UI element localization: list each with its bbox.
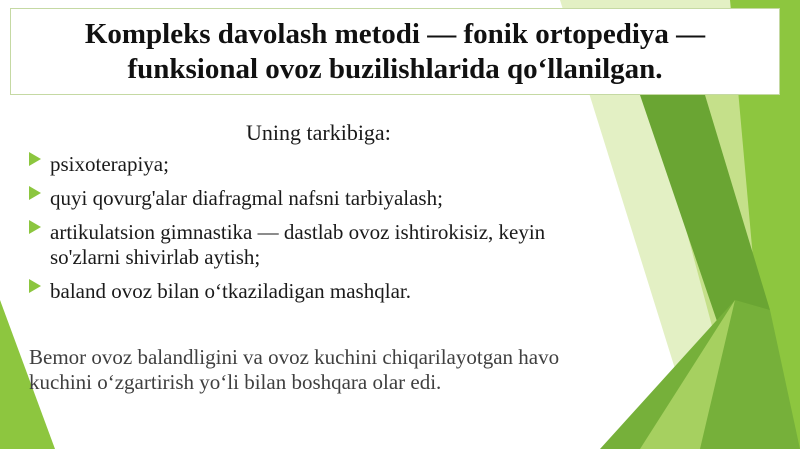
bullet-text-line-2: so'zlarni shivirlab aytish;: [50, 245, 261, 269]
bullet-arrow-icon: [29, 220, 41, 234]
title-box: [10, 8, 780, 95]
list-item: [29, 152, 629, 177]
list-item: [29, 220, 629, 270]
list-item: [29, 186, 629, 211]
slide-title: [85, 17, 705, 87]
title-line-1: Kompleks davolash metodi — fonik ortopediya —: [84, 17, 706, 50]
bullet-list: [29, 152, 629, 304]
list-item: [29, 279, 629, 304]
footer-line-2: kuchini o‘zgartirish yo‘li bilan boshqara olar edi.: [29, 370, 442, 394]
bullet-text-line-1: artikulatsion gimnastika — dastlab ovoz ishtirokisiz, keyin: [50, 220, 546, 244]
bullet-text: psixoterapiya;: [50, 152, 169, 176]
bullet-text: quyi qovurg'alar diafragmal nafsni tarbiyalash;: [50, 186, 443, 210]
bullet-arrow-icon: [29, 152, 41, 166]
subheading: Uning tarkibiga:: [246, 120, 391, 145]
footer-paragraph: [29, 345, 649, 395]
bullet-arrow-icon: [29, 279, 41, 293]
footer-line-1: Bemor ovoz balandligini va ovoz kuchini chiqarilayotgan havo: [29, 345, 560, 369]
title-line-2: funksional ovoz buzilishlarida qo‘llanilgan.: [127, 52, 663, 85]
bullet-arrow-icon: [29, 186, 41, 200]
bullet-text: baland ovoz bilan o‘tkaziladigan mashqlar.: [50, 279, 411, 303]
